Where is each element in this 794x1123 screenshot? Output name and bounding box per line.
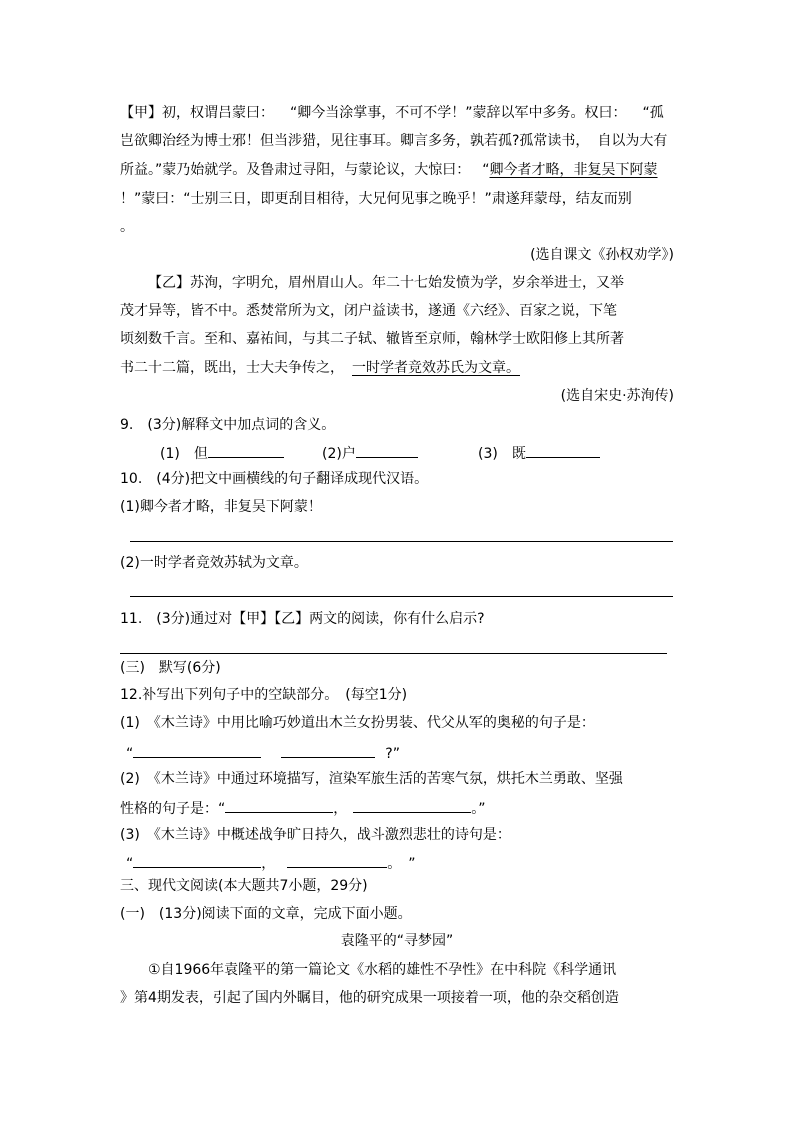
section-heading-dictation: (三) 默写(6分) [120,660,221,676]
answer-line[interactable] [120,653,667,654]
question-12-part-3: (3) 《木兰诗》中概述战争旷日持久，战斗激烈悲壮的诗句是： [120,827,511,843]
answer-blank[interactable] [287,853,387,868]
question-12-stem: 12.补写出下列句子中的空缺部分。 (每空1分) [120,687,408,703]
question-10-stem: 10. (4分)把文中画横线的句子翻译成现代汉语。 [120,471,429,487]
answer-blank[interactable] [133,853,261,868]
answer-line[interactable] [130,596,673,597]
answer-blank[interactable] [353,798,471,813]
question-10-sentence-2: (2)一时学者竞效苏轼为文章。 [120,555,308,571]
part-3-heading: 三、现代文阅读(本大题共7小题，29分) [120,878,368,894]
article-paragraph-1-line-1: ①自1966年袁隆平的第一篇论文《水稻的雄性不孕性》在中科院《科学通讯 [148,962,617,978]
passage-yi-line-1: 【乙】苏洵，字明允，眉州眉山人。年二十七始发愤为学，岁余举进士，又举 [148,275,624,291]
part-3-subheading: (一) (13分)阅读下面的文章，完成下面小题。 [120,906,412,922]
question-9-item-2: (2)户 [322,443,418,463]
underlined-sentence-yi: 一时学者竞效苏氏为文章。 [352,360,520,376]
passage-yi-source: (选自宋史·苏洵传) [560,388,674,404]
passage-jia-source: (选自课文《孙权劝学》) [530,247,674,263]
question-9-stem: 9. (3分)解释文中加点词的含义。 [120,417,336,433]
passage-jia-line-3: 所益。”蒙乃始就学。及鲁肃过寻阳，与蒙论议，大惊曰： “卿今者才略，非复吴下阿蒙 [120,162,658,178]
question-12-part-3-answers: “ ， 。 ” [126,853,416,873]
passage-jia-line-4: ！”蒙曰：“士别三日，即更刮目相待，大兄何见事之晚乎！”肃遂拜蒙母，结友而别 [120,191,632,207]
underlined-sentence-jia: 卿今者才略，非复吴下阿蒙 [489,162,658,178]
answer-line[interactable] [130,541,673,542]
passage-jia-line-2: 岂欲卿治经为博士邪！但当涉猎，见往事耳。卿言多务，孰若孤?孤常读书， 自以为大有 [120,133,668,149]
passage-yi-line-2: 茂才异等，皆不中。悉焚常所为文，闭户益读书，遂通《六经》、百家之说，下笔 [120,303,617,319]
question-9-item-1: (1) 但 [160,443,284,463]
answer-blank[interactable] [281,743,375,758]
question-12-part-1-answers: “ ?” [126,743,400,763]
passage-jia-line-5: 。 [120,219,134,235]
question-10-sentence-1: (1)卿今者才略，非复吴下阿蒙！ [120,499,322,515]
question-9-item-3: (3) 既 [478,443,600,463]
answer-blank[interactable] [208,443,284,458]
question-12-part-2-answers: 性格的句子是：“ ， 。” [120,798,486,818]
passage-yi-line-4: 书二十二篇，既出，士大夫争传之， 一时学者竞效苏氏为文章。 [120,360,520,376]
question-11-stem: 11. (3分)通过对【甲】【乙】两文的阅读，你有什么启示? [120,611,485,627]
passage-yi-line-3: 顷刻数千言。至和、嘉祐间，与其二子轼、辙皆至京师，翰林学士欧阳修上其所著 [120,331,624,347]
answer-blank[interactable] [225,798,333,813]
passage-jia-line-1: 【甲】初，权谓吕蒙曰： “卿今当涂掌事，不可不学！”蒙辞以军中多务。权曰： “孤 [120,105,664,121]
article-paragraph-1-line-2: 》第4期发表，引起了国内外瞩目，他的研究成果一项接着一项，他的杂交稻创造 [120,990,619,1006]
question-12-part-1: (1) 《木兰诗》中用比喻巧妙道出木兰女扮男装、代父从军的奥秘的句子是： [120,715,595,731]
answer-blank[interactable] [356,443,418,458]
article-title: 袁隆平的“寻梦园” [340,933,454,949]
answer-blank[interactable] [526,443,600,458]
question-12-part-2: (2) 《木兰诗》中通过环境描写，渲染军旅生活的苦寒气氛，烘托木兰勇敢、坚强 [120,771,623,787]
answer-blank[interactable] [133,743,261,758]
